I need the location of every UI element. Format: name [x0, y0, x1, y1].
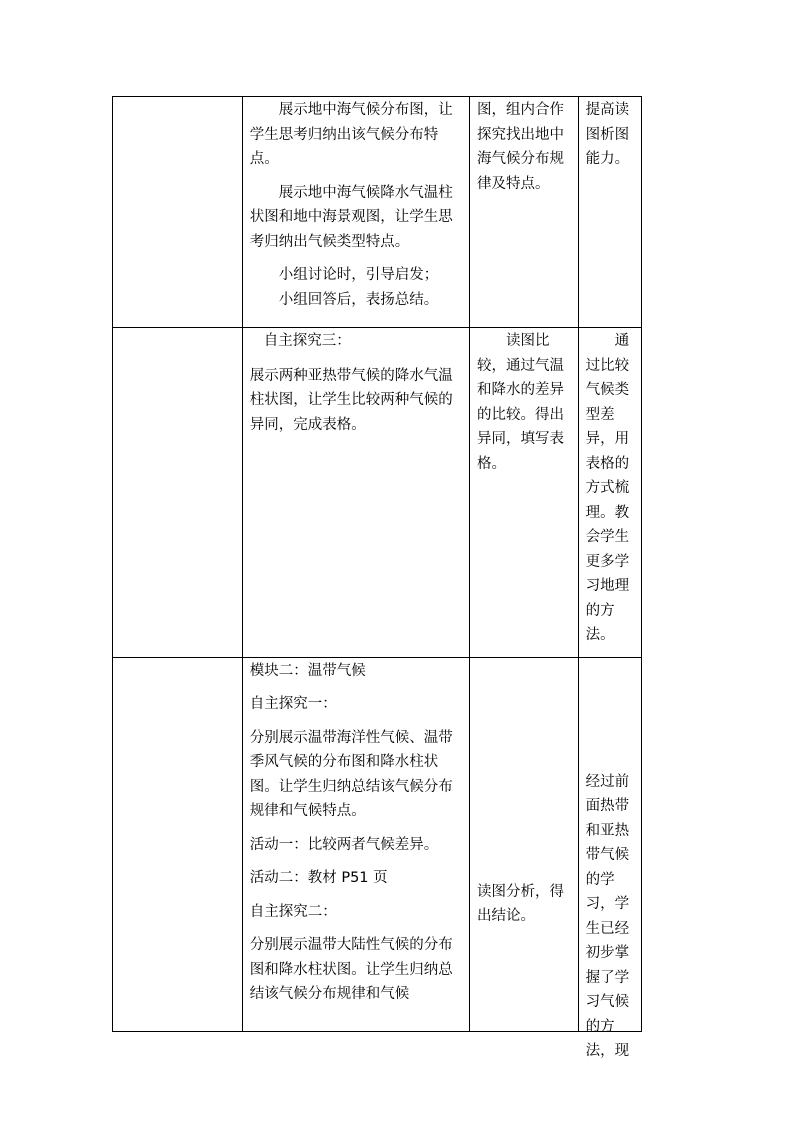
table-cell-empty	[113, 328, 243, 658]
paragraph: 经过前面热带和亚热带气候的学习，学生已经初步掌握了学习气候的方法，现	[585, 773, 630, 1059]
section-title: 自主探究二：	[249, 903, 337, 920]
paragraph: 分别展示温带大陆性气候的分布图和降水柱状图。让学生归纳总结该气候分布规律和气候	[249, 937, 453, 1002]
student-activity-cell	[470, 657, 579, 1031]
text-line: 小组回答后，表扬总结。	[278, 291, 439, 308]
paragraph: 读图分析，得出结论。	[477, 883, 565, 924]
teacher-activity-cell	[242, 328, 469, 658]
design-intent-cell	[578, 97, 641, 328]
paragraph	[250, 263, 464, 312]
module-title: 模块二：温带气候	[249, 662, 366, 679]
section-title: 自主探究一：	[249, 696, 337, 712]
table-row	[113, 328, 642, 658]
table-row	[113, 97, 642, 328]
student-activity-cell	[470, 328, 579, 658]
table-row	[113, 657, 642, 1031]
paragraph: 通过比较气候类型差异，用表格的方式梳理。教会学生更多学习地理的方法。	[585, 333, 630, 643]
teacher-activity-cell	[242, 657, 469, 1031]
text-line: 小组讨论时，引导启发；	[278, 267, 439, 283]
design-intent-cell	[578, 657, 641, 1059]
activity-line: 活动一：比较两者气候差异。	[249, 836, 439, 853]
paragraph: 分别展示温带海洋性气候、温带季风气候的分布图和降水柱状图。让学生归纳总结该气候分布规律和气候特点。	[249, 729, 453, 819]
paragraph: 展示两种亚热带气候的降水气温柱状图，让学生比较两种气候的异同，完成表格。	[249, 367, 453, 433]
paragraph: 展示地中海气候分布图，让学生思考归纳出该气候分布特点。	[249, 102, 453, 167]
paragraph: 图，组内合作探究找出地中海气候分布规律及特点。	[477, 102, 565, 192]
student-activity-cell	[470, 97, 579, 328]
section-title: 自主探究三：	[263, 333, 351, 349]
paragraph: 读图比较，通过气温和降水的差异的比较。得出异同，填写表格。	[477, 333, 565, 472]
activity-line: 活动二：教材 P51 页	[249, 870, 388, 886]
paragraph: 展示地中海气候降水气温柱状图和地中海景观图，让学生思考归纳出气候类型特点。	[249, 184, 453, 250]
paragraph: 提高读图析图能力。	[585, 102, 630, 167]
design-intent-cell	[578, 328, 641, 658]
lesson-plan-table	[112, 96, 642, 1059]
table-cell-empty	[113, 657, 243, 1031]
teacher-activity-cell	[242, 97, 469, 328]
table-cell-empty	[113, 97, 243, 328]
